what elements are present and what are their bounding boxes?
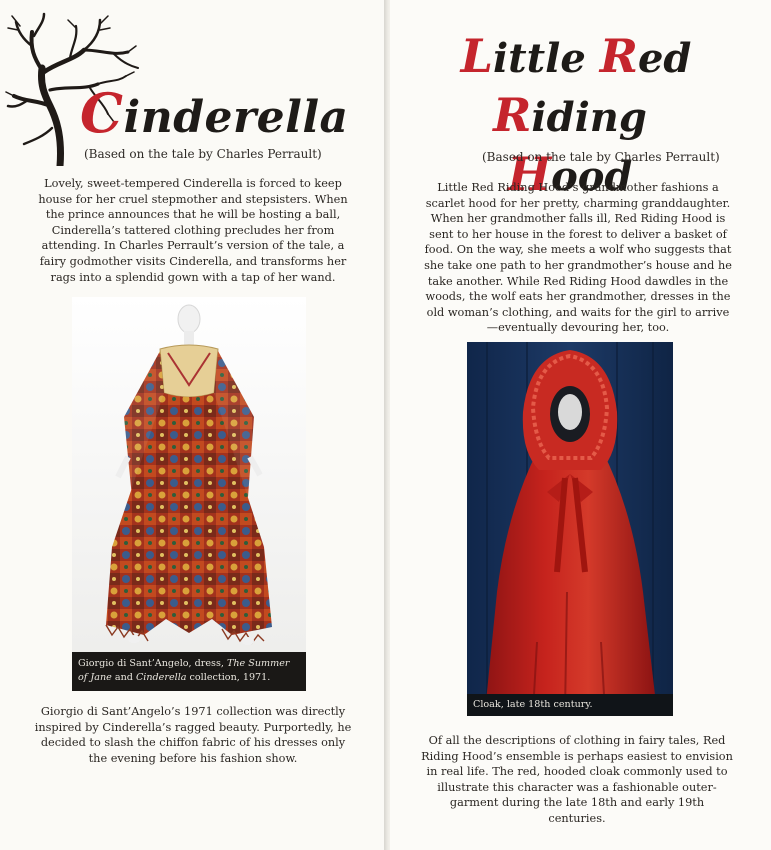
title-initial-l: L xyxy=(460,29,493,83)
cinderella-dress-photo xyxy=(72,297,306,691)
caption-collection-title: The Summer of Jane xyxy=(78,658,290,683)
title-word-ed: ed xyxy=(637,35,692,82)
lrrh-attribution: (Based on the tale by Charles Perrault) xyxy=(482,150,720,164)
title-initial-r2: R xyxy=(493,88,532,142)
patchwork-dress-image xyxy=(72,297,306,691)
lrrh-intro-paragraph: Little Red Riding Hood’s grandmother fashions a scarlet hood for her pretty, charming granddaughter. When her grandmother falls ill, Red Riding Hood is sent to her house in the forest to deliver a basket of food. On the way, she meets a wolf who suggests that she take one path to her grandmother’s house and he take another. While Red Riding Hood dawdles in the woods, the wolf eats her grandmother, dresses in the old woman’s clothing, and waits for the girl to arrive—eventually devouring her, too. xyxy=(424,181,732,335)
title-initial: C xyxy=(80,81,124,145)
title-word-ood: ood xyxy=(551,153,633,200)
caption-text: Giorgio di Sant’Angelo, dress, xyxy=(78,658,227,669)
caption-end: collection, 1971. xyxy=(186,672,271,683)
title-word-iding: iding xyxy=(531,94,647,141)
title-initial-h: H xyxy=(507,147,552,201)
red-cloak-image xyxy=(467,342,673,716)
caption-and: and xyxy=(111,672,136,683)
cinderella-photo-caption xyxy=(72,652,306,691)
title-word-ittle: ittle xyxy=(492,35,600,82)
caption-collection-title-2: Cinderella xyxy=(135,672,187,683)
cinderella-attribution: (Based on the tale by Charles Perrault) xyxy=(84,147,322,161)
cinderella-intro-paragraph: Lovely, sweet-tempered Cinderella is forced to keep house for her cruel stepmother and stepsisters. When the prince announces that he will be hosting a ball, Cinderella’s tattered clothing precludes her from attending. In Charles Perrault’s version of the tale, a fairy godmother visits Cinderella, and transforms her rags into a splendid gown with a tap of her wand. xyxy=(38,177,348,284)
red-cloak-photo xyxy=(467,342,673,716)
lrrh-outro-paragraph: Of all the descriptions of clothing in fairy tales, Red Riding Hood’s ensemble is perhaps easiest to envision in real life. The red, hooded cloak commonly used to illustrate this character was a fashionable outer-garment during the late 18th and early 19th centuries. xyxy=(421,734,733,825)
cinderella-outro-paragraph: Giorgio di Sant’Angelo’s 1971 collection was directly inspired by Cinderella’s ragged beauty. Purportedly, he decided to slash the chiffon fabric of his dresses only the evening before his fashion show. xyxy=(34,705,352,765)
title-rest: inderella xyxy=(123,92,349,143)
little-red-riding-hood-title xyxy=(436,28,716,205)
cinderella-title xyxy=(80,81,349,145)
title-initial-r: R xyxy=(599,29,638,83)
lrrh-photo-caption: Cloak, late 18th century. xyxy=(467,694,673,716)
